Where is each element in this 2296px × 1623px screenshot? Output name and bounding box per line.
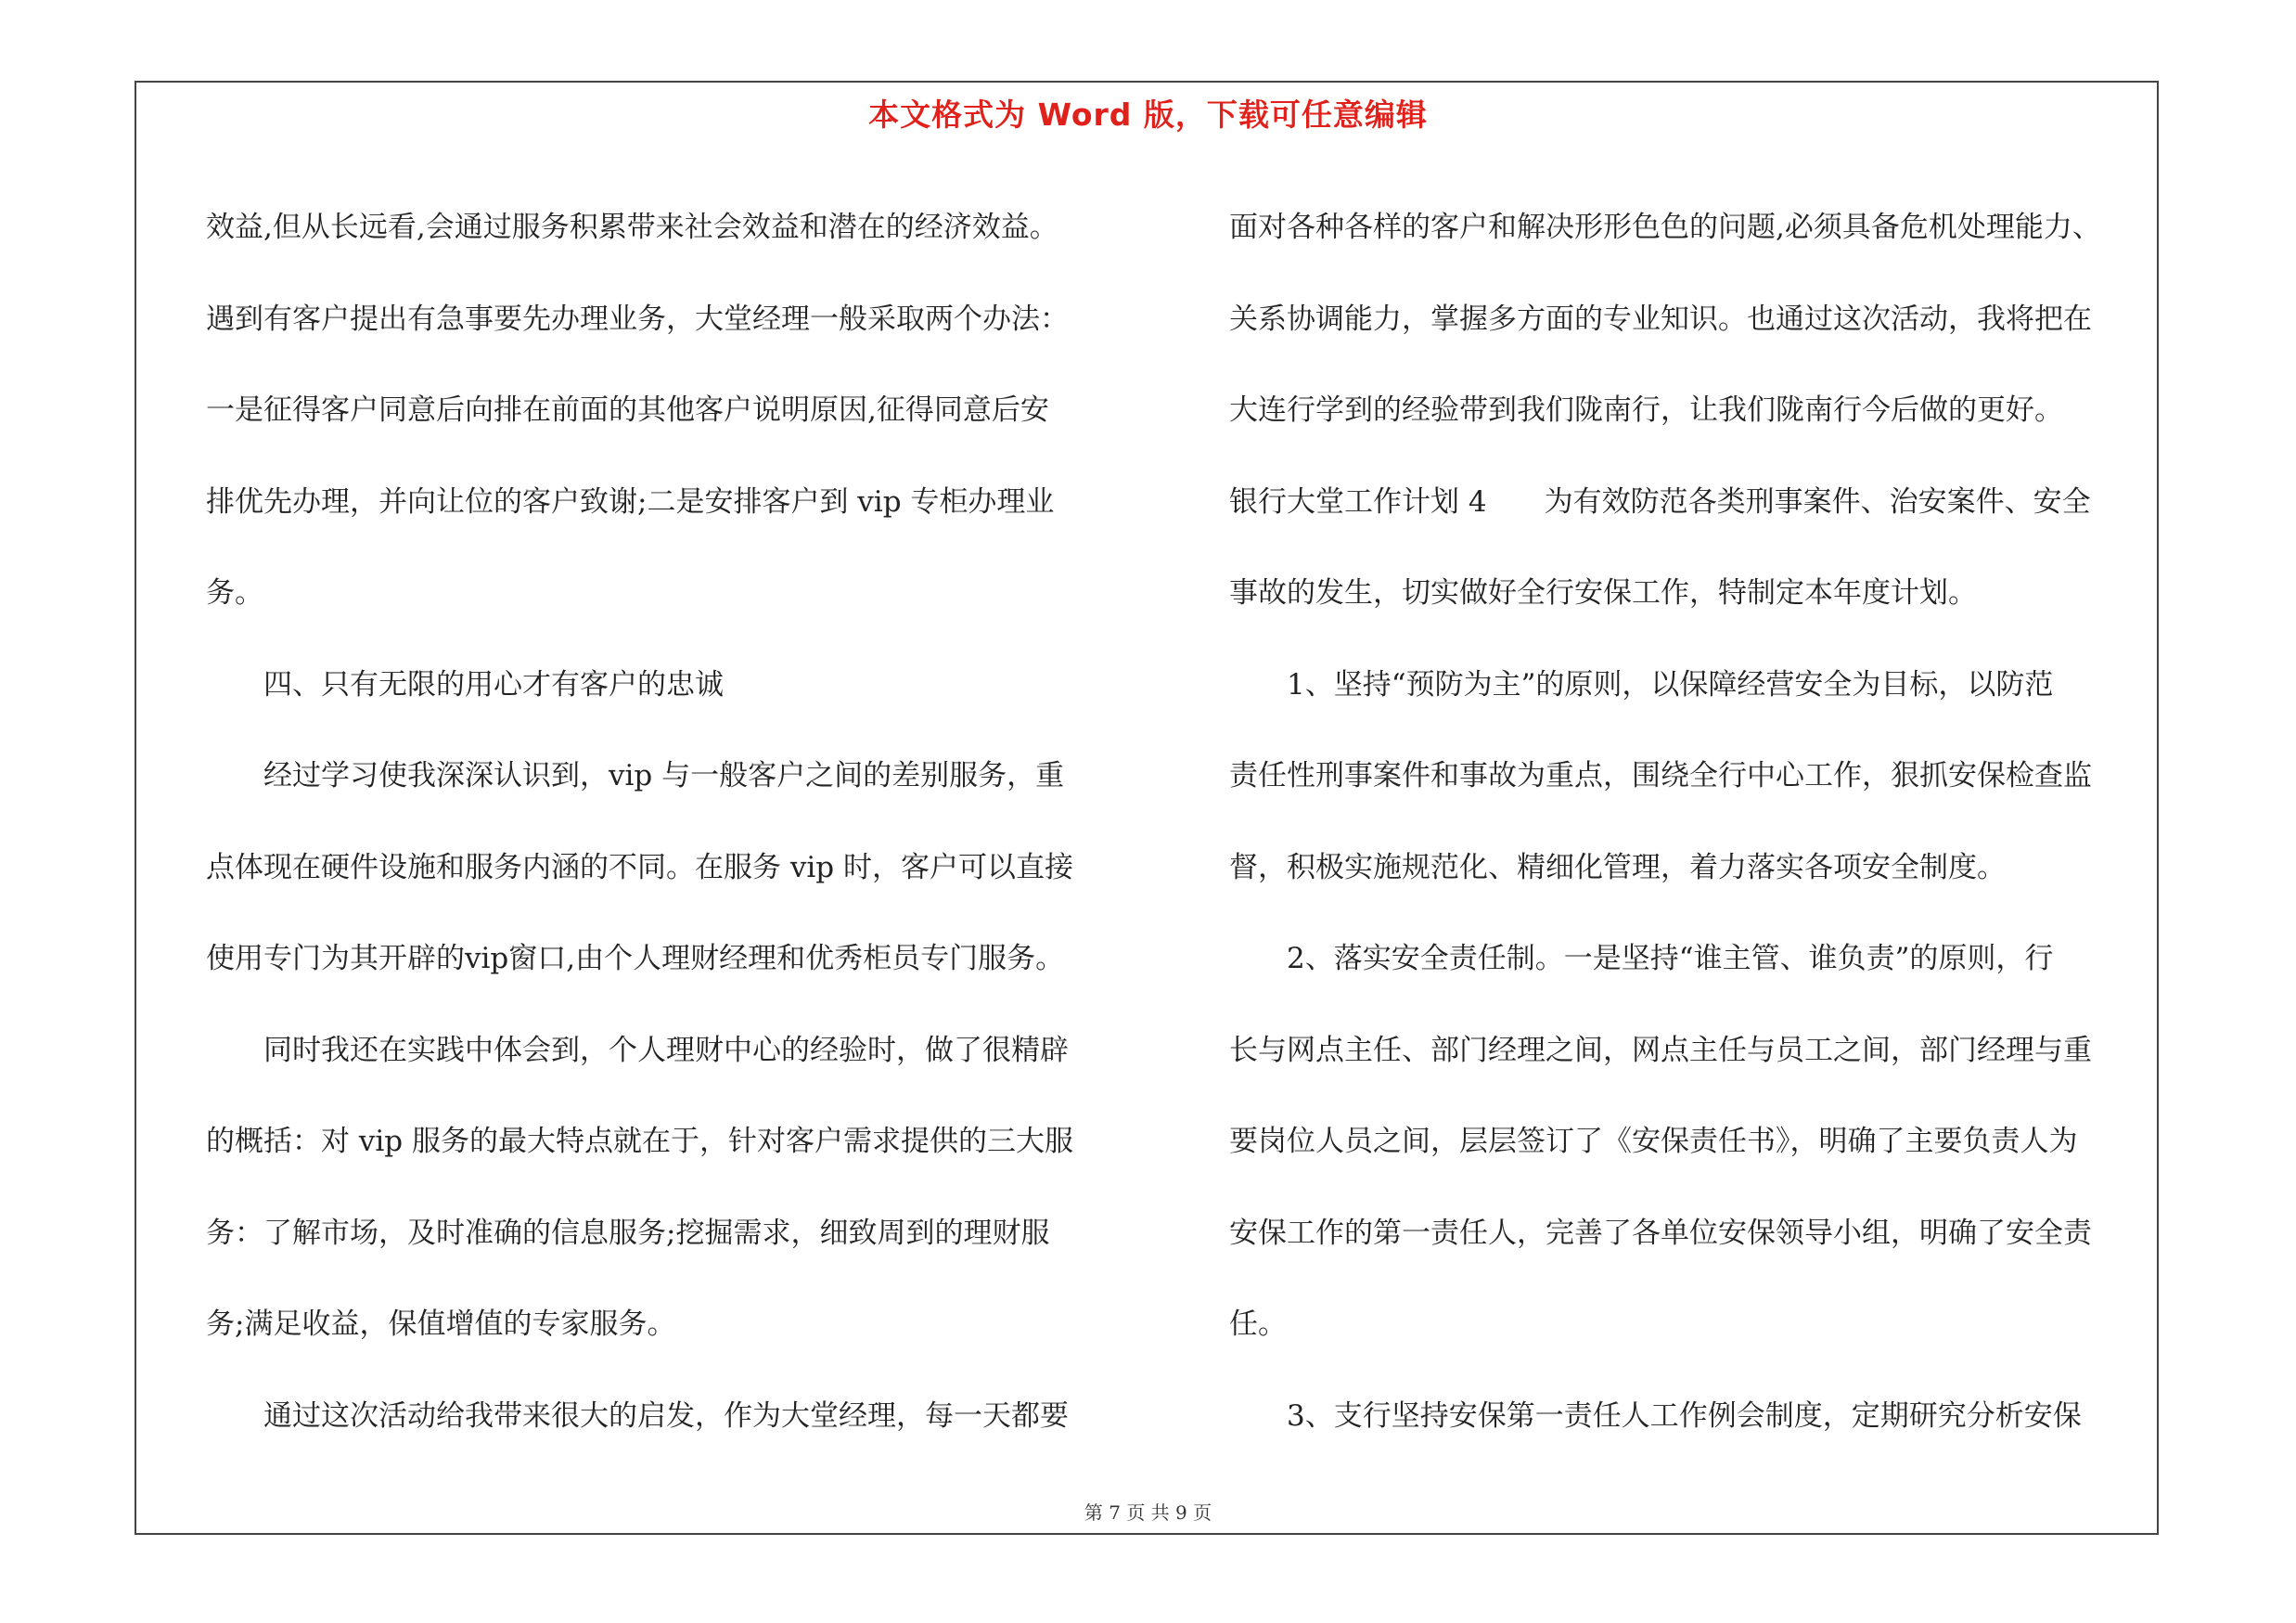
right-text-column	[1229, 182, 2101, 1462]
text-line: 的概括：对 vip 服务的最大特点就在于，针对客户需求提供的三大服	[206, 1125, 1073, 1158]
text-line: 一是征得客户同意后向排在前面的其他客户说明原因,征得同意后安	[206, 393, 1049, 427]
text-line: 务;满足收益，保值增值的专家服务。	[206, 1307, 676, 1341]
left-text-column	[206, 182, 1073, 1462]
text-line: 经过学习使我深深认识到，vip 与一般客户之间的差别服务，重	[206, 759, 1065, 792]
text-line: 责任性刑事案件和事故为重点，围绕全行中心工作，狠抓安保检查监	[1229, 759, 2092, 792]
text-line: 要岗位人员之间，层层签订了《安保责任书》，明确了主要负责人为	[1229, 1125, 2078, 1158]
header-banner: 本文格式为 Word 版，下载可任意编辑	[868, 97, 1428, 133]
text-line: 关系协调能力，掌握多方面的专业知识。也通过这次活动，我将把在	[1229, 302, 2092, 336]
text-line: 3、支行坚持安保第一责任人工作例会制度，定期研究分析安保	[1229, 1398, 2082, 1433]
text-line: 务：了解市场，及时准确的信息服务;挖掘需求，细致周到的理财服	[206, 1216, 1050, 1250]
text-line: 务。	[206, 576, 263, 610]
text-line: 排优先办理，并向让位的客户致谢;二是安排客户到 vip 专柜办理业	[206, 484, 1055, 519]
text-line: 1、坚持“预防为主”的原则，以保障经营安全为目标，以防范	[1229, 667, 2054, 702]
text-line: 长与网点主任、部门经理之间，网点主任与员工之间，部门经理与重	[1229, 1033, 2092, 1067]
text-line: 面对各种各样的客户和解决形形色色的问题,必须具备危机处理能力、	[1229, 211, 2101, 244]
text-line: 同时我还在实践中体会到，个人理财中心的经验时，做了很精辟	[206, 1033, 1069, 1067]
text-line: 安保工作的第一责任人，完善了各单位安保领导小组，明确了安全责	[1229, 1216, 2092, 1250]
text-line: 事故的发生，切实做好全行安保工作，特制定本年度计划。	[1229, 576, 1977, 610]
text-line: 使用专门为其开辟的vip窗口,由个人理财经理和优秀柜员专门服务。	[206, 942, 1065, 975]
text-line: 遇到有客户提出有急事要先办理业务，大堂经理一般采取两个办法：	[206, 302, 1069, 336]
text-line: 银行大堂工作计划 4 为有效防范各类刑事案件、治安案件、安全	[1229, 484, 2091, 519]
text-line: 通过这次活动给我带来很大的启发，作为大堂经理，每一天都要	[206, 1398, 1069, 1433]
text-line: 点体现在硬件设施和服务内涵的不同。在服务 vip 时，客户可以直接	[206, 850, 1073, 884]
section-heading: 四、只有无限的用心才有客户的忠诚	[206, 667, 724, 702]
text-line: 督，积极实施规范化、精细化管理，着力落实各项安全制度。	[1229, 850, 2006, 884]
text-line: 大连行学到的经验带到我们陇南行，让我们陇南行今后做的更好。	[1229, 393, 2063, 427]
text-line: 2、落实安全责任制。一是坚持“谁主管、谁负责”的原则，行	[1229, 942, 2054, 975]
text-line: 任。	[1229, 1307, 1287, 1341]
page-number-footer: 第 7 页 共 9 页	[1084, 1501, 1212, 1524]
text-line: 效益,但从长远看,会通过服务积累带来社会效益和潜在的经济效益。	[206, 211, 1058, 244]
